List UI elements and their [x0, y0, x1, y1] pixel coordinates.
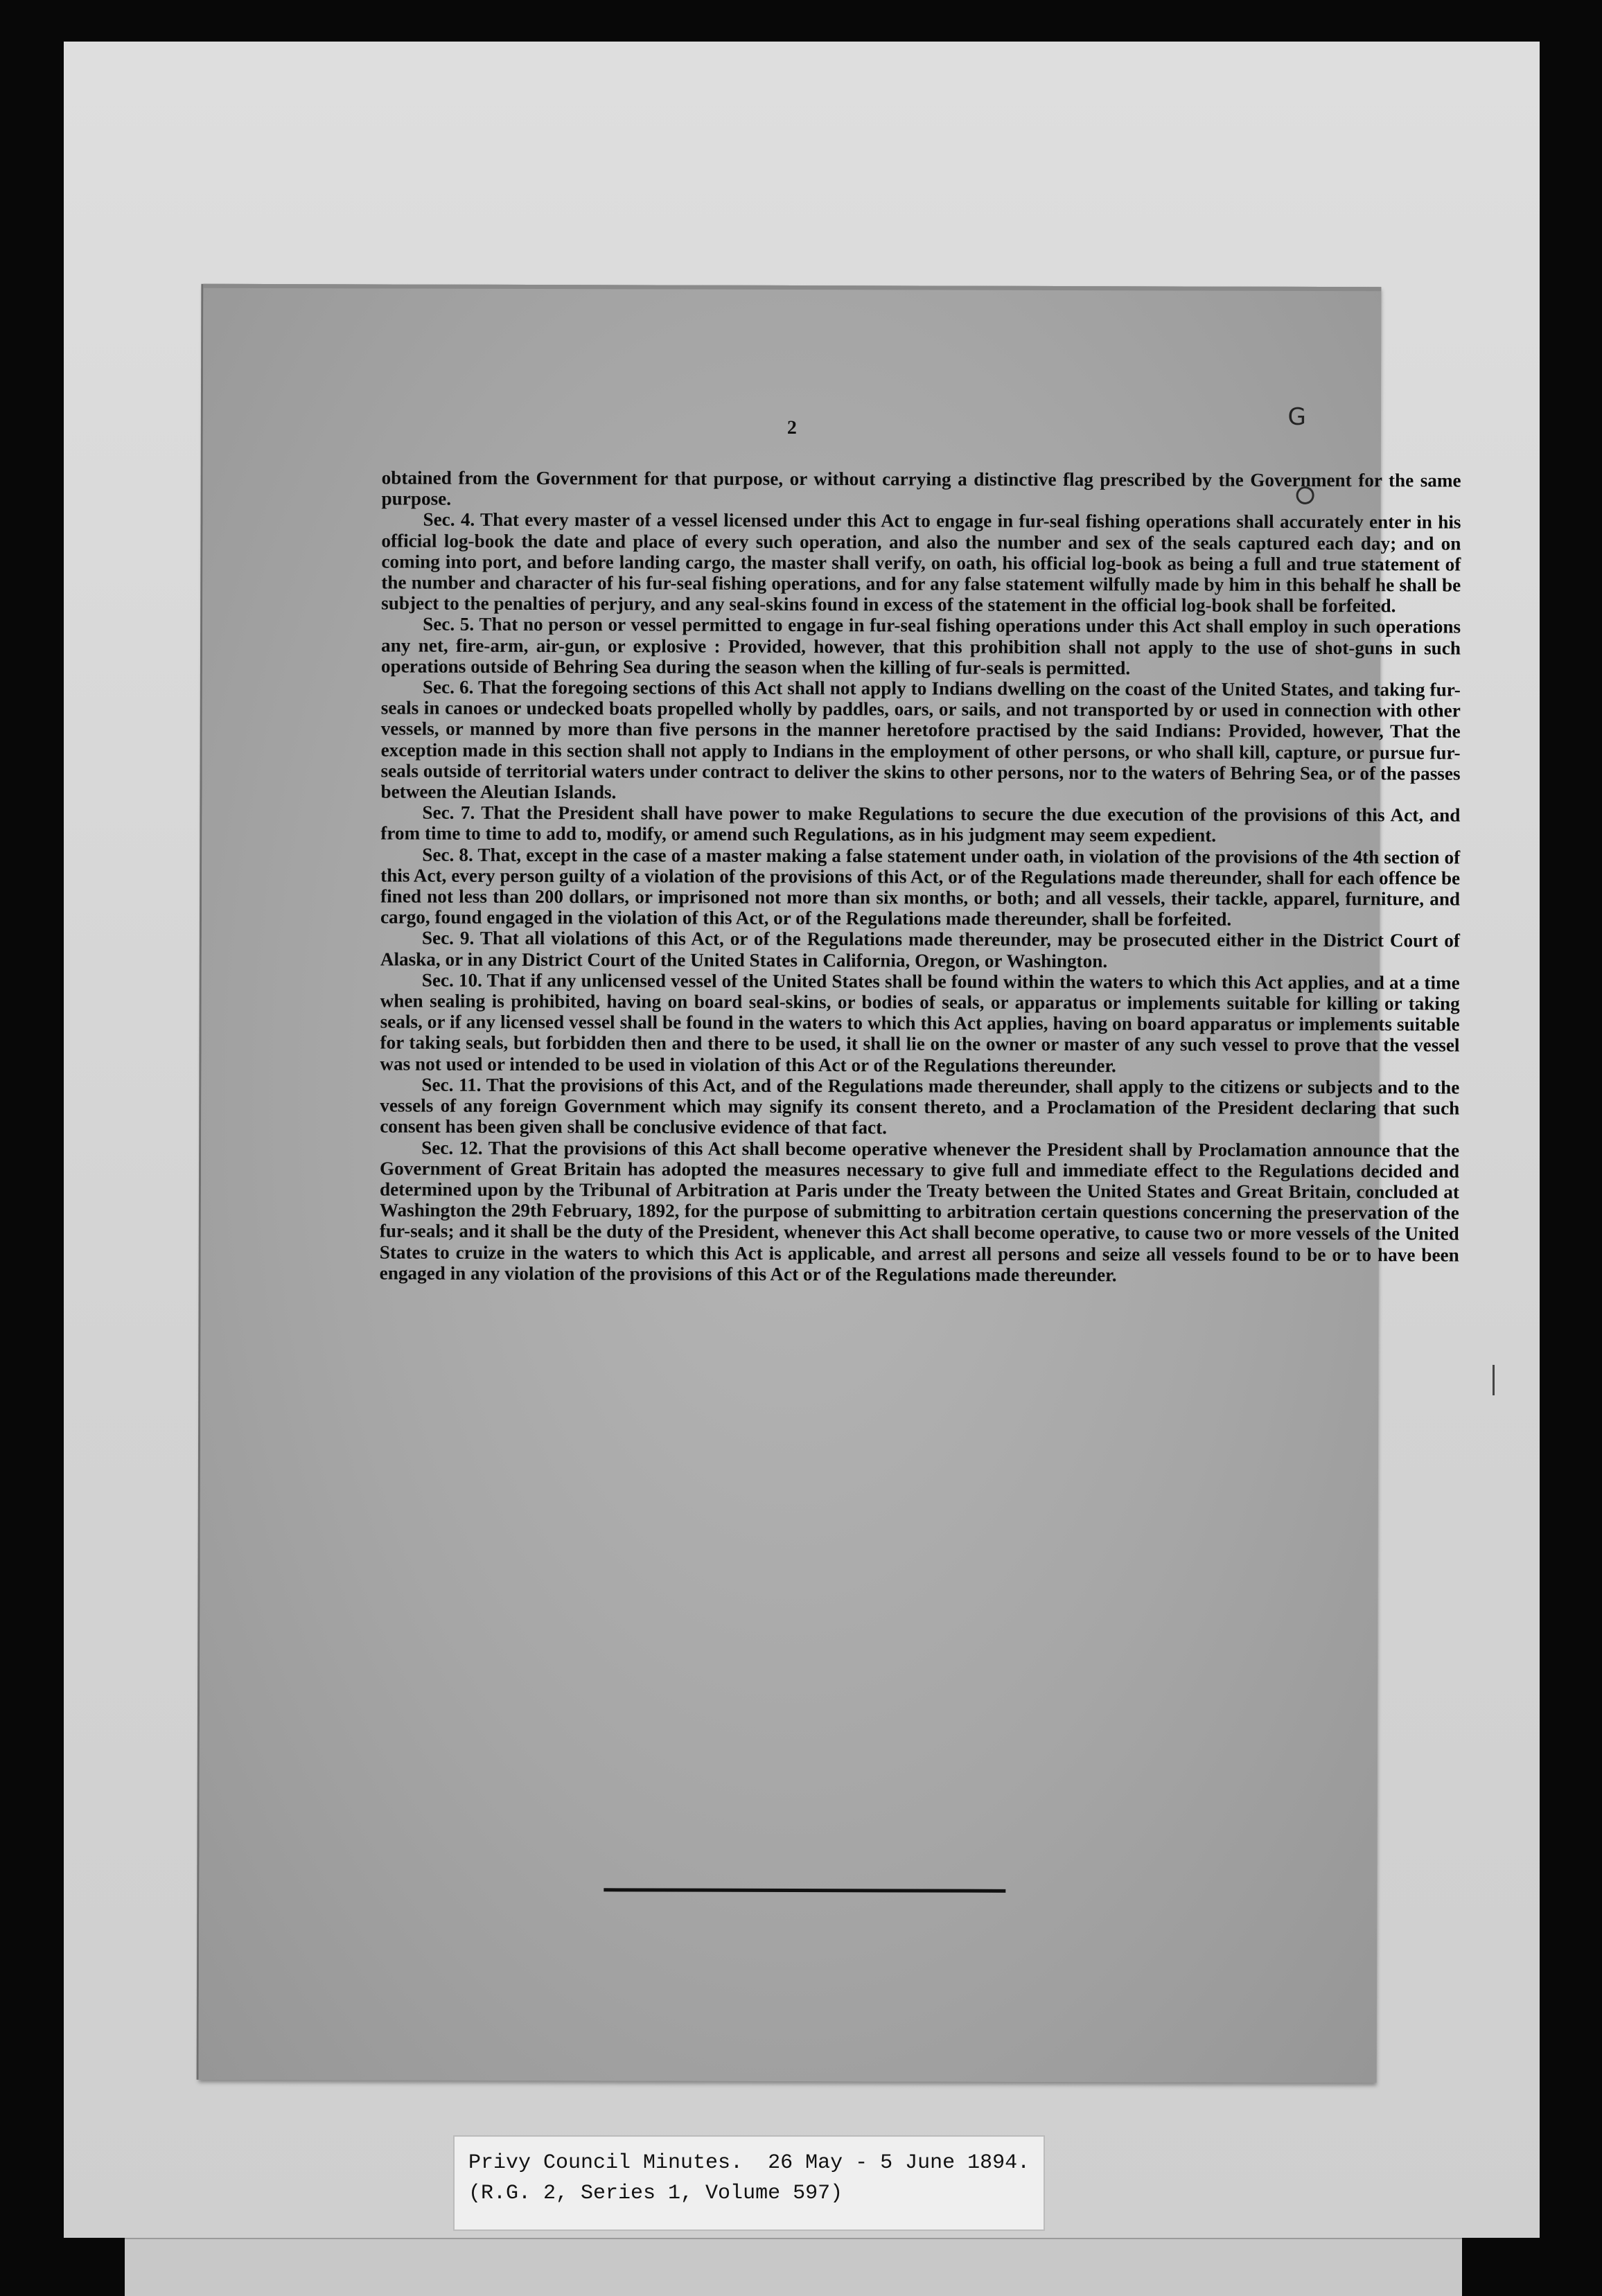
paragraph-continuation: obtained from the Government for that purpose, or without carrying a distinctive flag prescribed by the Government for the same purpose. — [381, 467, 1461, 509]
paragraph-sec-5: Sec. 5. That no person or vessel permitted to engage in fur-seal fishing operations under this Act shall employ in such operations any net, fire-arm, air-gun, or explosive : Provided, however, that this prohibition shall not apply to the use of shot-guns in such operations outside of Behring Sea during the season when the killing of fur-seals is permitted. — [380, 614, 1461, 679]
document-body — [380, 467, 1461, 1286]
handwritten-mark: G — [1287, 403, 1306, 431]
paragraph-sec-6: Sec. 6. That the foregoing sections of this Act shall not apply to Indians dwelling on the coast of the United States, and taking fur-seals in canoes or undecked boats propelled wholly by paddles, oars, or sails, and not transported by or used in connection with other vessels, or manned by more than five persons in the manner heretofore practised by the said Indians: Provided, however, That the exception made in this section shall not apply to Indians in the employment of other persons, or who shall kill, capture, or pursue fur-seals outside of territorial waters under contract to deliver the skins to other persons, nor to the waters of Behring Sea, or of the passes between the Aleutian Islands. — [380, 676, 1461, 803]
board-mark — [1493, 1365, 1495, 1395]
document-page — [199, 284, 1461, 2083]
page-number: 2 — [786, 416, 797, 439]
paragraph-sec-9: Sec. 9. That all violations of this Act, or of the Regulations made thereunder, may be prosecuted either in the District Court of Alaska, or in any District Court of the United States in California, Oregon, or Washington. — [380, 928, 1460, 971]
paragraph-sec-11: Sec. 11. That the provisions of this Act, and of the Regulations made thereunder, shall apply to the citizens or subjects and to the vessels of any foreign Government which may signify its consent thereto, and a Proclamation of the President declaring that such consent has been given shall be conclusive evidence of that fact. — [380, 1074, 1460, 1138]
paragraph-sec-10: Sec. 10. That if any unlicensed vessel of the United States shall be found within the waters to which this Act applies, and at a time when sealing is prohibited, having on board seal-skins, or bodies of seals, or apparatus or implements suitable for killing or taking seals, or if any licensed vessel shall be found in the waters to which this Act applies, having on board apparatus or implements suitable for taking seals, but forbidden then and there to be used, it shall lie on the owner or master of any such vessel to prove that the vessel was not used or intended to be used in violation of this Act or of the Regulations thereunder. — [380, 969, 1460, 1076]
paragraph-sec-8: Sec. 8. That, except in the case of a master making a false statement under oath, in violation of the provisions of the 4th section of this Act, every person guilty of a violation of the provisions of this Act, or of the Regulations made thereunder, shall for each offence be fined not less than 200 dollars, or imprisoned not more than six months, or both; and all vessels, their tackle, apparel, furniture, and cargo, found engaged in the violation of this Act, or of the Regulations made thereunder, shall be forfeited. — [380, 844, 1461, 930]
caption-line-2: (R.G. 2, Series 1, Volume 597) — [468, 2182, 843, 2205]
lower-board-strip — [125, 2238, 1462, 2296]
paragraph-sec-7: Sec. 7. That the President shall have power to make Regulations to secure the due execution of the provisions of this Act, and from time to time to add to, modify, or amend such Regulations, as in his judgment may seem expedient. — [380, 802, 1461, 847]
archive-caption — [453, 2135, 1045, 2231]
closing-rule — [604, 1888, 1005, 1893]
paragraph-sec-12: Sec. 12. That the provisions of this Act shall become operative whenever the President shall by Proclamation announce that the Government of Great Britain has adopted the measures necessary to give full and immediate effect to the Regulations decided and determined upon by the Tribunal of Arbitration at Paris under the Treaty between the United States and Great Britain, concluded at Washington the 29th February, 1892, for the purpose of submitting to arbitration certain questions concerning the preservation of the fur-seals; and it shall be the duty of the President, whenever this Act shall become operative, to cause two or more vessels of the United States to cruize in the waters to which this Act is applicable, and arrest all persons and seize all vessels found to be or to have been engaged in any violation of the provisions of this Act or of the Regulations made thereunder. — [379, 1137, 1460, 1285]
paragraph-sec-4: Sec. 4. That every master of a vessel licensed under this Act to engage in fur-seal fishing operations shall accurately enter in his official log-book the date and place of every such operation, and also the number and sex of the seals captured each day; and on coming into port, and before landing cargo, the master shall verify, on oath, his official log-book as being a full and true statement of the number and character of his fur-seal fishing operations, and for any false statement wilfully made by him in this behalf he shall be subject to the penalties of perjury, and any seal-skins found in excess of the statement in the official log-book shall be forfeited. — [381, 509, 1461, 617]
caption-line-1: Privy Council Minutes. 26 May - 5 June 1894. — [468, 2151, 1030, 2175]
